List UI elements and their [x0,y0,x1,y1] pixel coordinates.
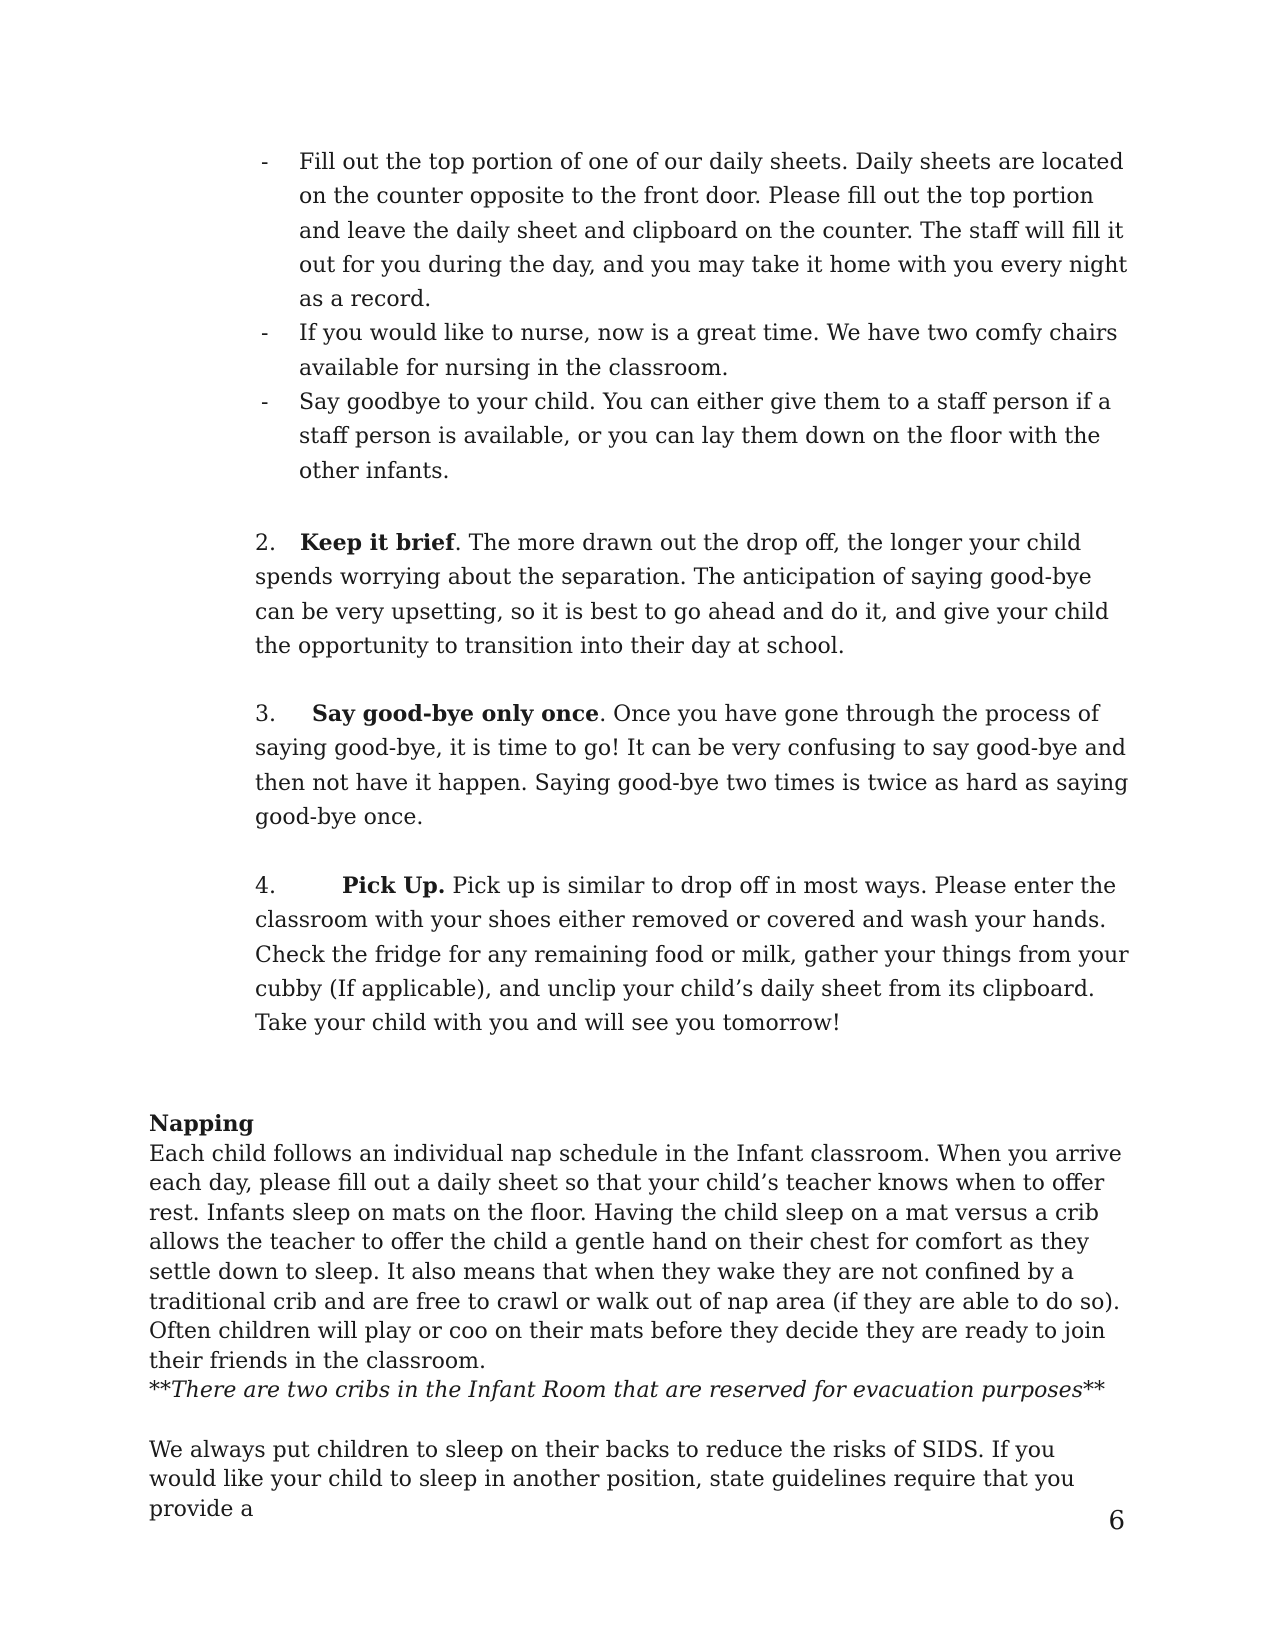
bullet-item-nursing [255,317,1135,386]
bullet-text: If you would like to nurse, now is a great time. We have two comfy chairs available for nursing in the classroom. [299,321,1118,381]
bullet-dash: - [261,321,269,347]
sids-paragraph: We always put children to sleep on their backs to reduce the risks of SIDS. If you would like your child to sleep in another position, state guidelines require that you provide a [149,1437,1075,1522]
step-number: 2. [255,531,276,556]
step-text: . Once you have gone through the process of saying good-bye, it is time to go! It can be very confusing to say good-bye and then not have it happen. Saying good-bye two times is twice as hard as saying good-bye once. [255,702,1129,830]
step-text: . The more drawn out the drop off, the longer your child spends worrying about the separation. The anticipation of saying good-bye can be very upsetting, so it is best to go ahead and do it, and give your child the opportunity to transition into their day at school. [255,531,1109,659]
bullet-item-goodbye [255,386,1135,489]
napping-paragraph: Each child follows an individual nap schedule in the Infant classroom. When you arrive each day, please fill out a daily sheet so that your child’s teacher knows when to offer rest. Infants sleep on mats on the floor. Having the child sleep on a mat versus a crib allows the teacher to offer the child a gentle hand on their chest for comfort as they settle down to sleep. It also means that when they wake they are not confined by a traditional crib and are free to crawl or walk out of nap area (if they are able to do so). Often children will play or coo on their mats before they decide they are ready to join their friends in the classroom. [149,1141,1122,1374]
step-pick-up [255,869,1135,1041]
step-number: 4. [255,874,276,899]
bullet-text: Say goodbye to your child. You can either give them to a staff person if a staff person is available, or you can lay them down on the floor with the other infants. [299,390,1112,484]
step-text: Pick up is similar to drop off in most ways. Please enter the classroom with your shoes either removed or covered and wash your hands. Check the fridge for any remaining food or milk, gather your things from your cubby (If applicable), and unclip your child’s daily sheet from its clipboard. Take your child with you and will see you tomorrow! [255,874,1129,1037]
step-title: Pick Up. [342,873,446,899]
step-keep-it-brief [255,526,1135,664]
bullet-dash: - [261,150,269,175]
page-number: 6 [1108,1506,1125,1536]
cribs-note: **There are two cribs in the Infant Room that are reserved for evacuation purposes** [149,1378,1105,1404]
napping-heading: Napping [149,1111,254,1137]
step-title: Keep it brief [300,530,455,556]
step-number: 3. [255,702,276,727]
napping-section [149,1110,1129,1524]
drop-off-bullet-list [255,146,1135,489]
bullet-dash: - [261,390,269,416]
bullet-item-daily-sheet [255,146,1135,317]
paragraph-spacer [149,1406,1129,1436]
bullet-text: Fill out the top portion of one of our daily sheets. Daily sheets are located on the counter opposite to the front door. Please fill out the top portion and leave the daily sheet and clipboard on the counter. The staff will fill it out for you during the day, and you may take it home with you every night as a record. [299,150,1128,313]
step-title: Say good-bye only once [312,701,600,727]
step-say-goodbye-once [255,697,1135,835]
